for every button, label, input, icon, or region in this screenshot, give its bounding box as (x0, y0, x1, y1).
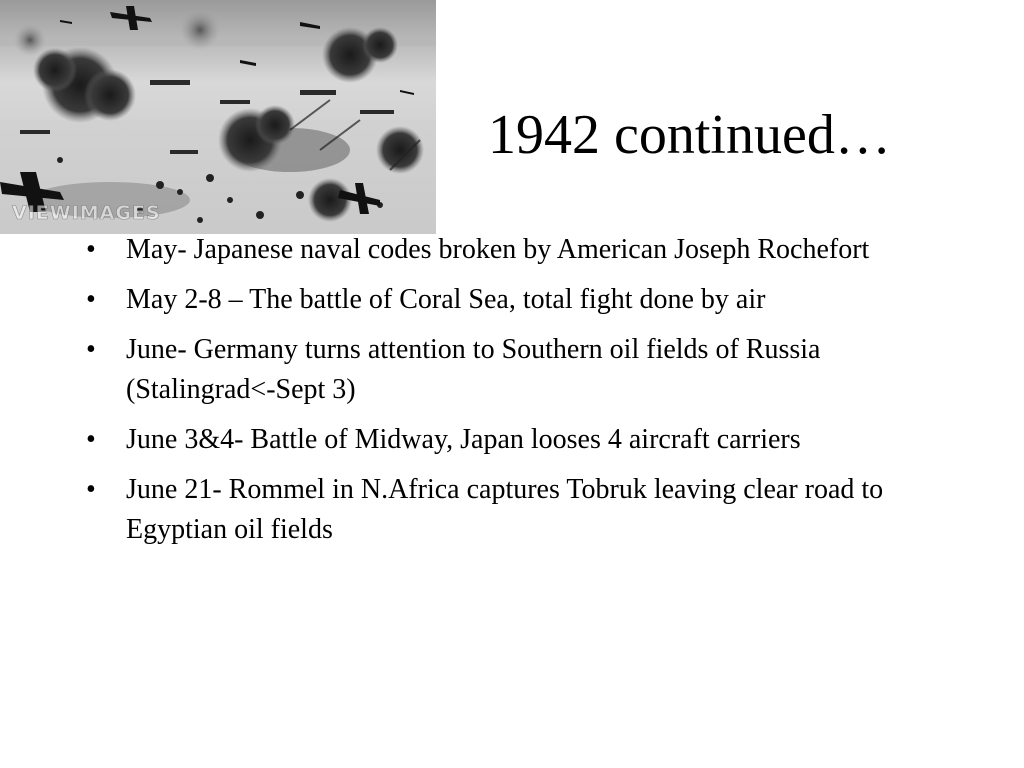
bullet-marker: • (86, 474, 96, 505)
bullet-text: June- Germany turns attention to Southern oil fields of Russia (Stalingrad<-Sept 3) (126, 334, 821, 405)
bullet-list (84, 230, 914, 560)
bullet-marker: • (86, 424, 96, 455)
bullet-text: June 21- Rommel in N.Africa captures Tobruk leaving clear road to Egyptian oil fields (126, 474, 884, 545)
bullet-item (84, 470, 914, 550)
bullet-text: May- Japanese naval codes broken by American Joseph Rochefort (126, 234, 870, 265)
bullet-item (84, 280, 914, 320)
battle-photo (0, 0, 436, 234)
bullet-text: June 3&4- Battle of Midway, Japan looses 4 aircraft carriers (126, 424, 801, 455)
bullet-marker: • (86, 334, 96, 365)
bullet-text: May 2-8 – The battle of Coral Sea, total fight done by air (126, 284, 766, 315)
battle-scene-illustration (0, 0, 436, 234)
bullet-item (84, 420, 914, 460)
bullet-marker: • (86, 234, 96, 265)
photo-watermark: VIEWIMAGES (12, 202, 161, 224)
bullet-item (84, 230, 914, 270)
bullet-marker: • (86, 284, 96, 315)
slide-title: 1942 continued… (488, 104, 891, 166)
bullet-item (84, 330, 914, 410)
